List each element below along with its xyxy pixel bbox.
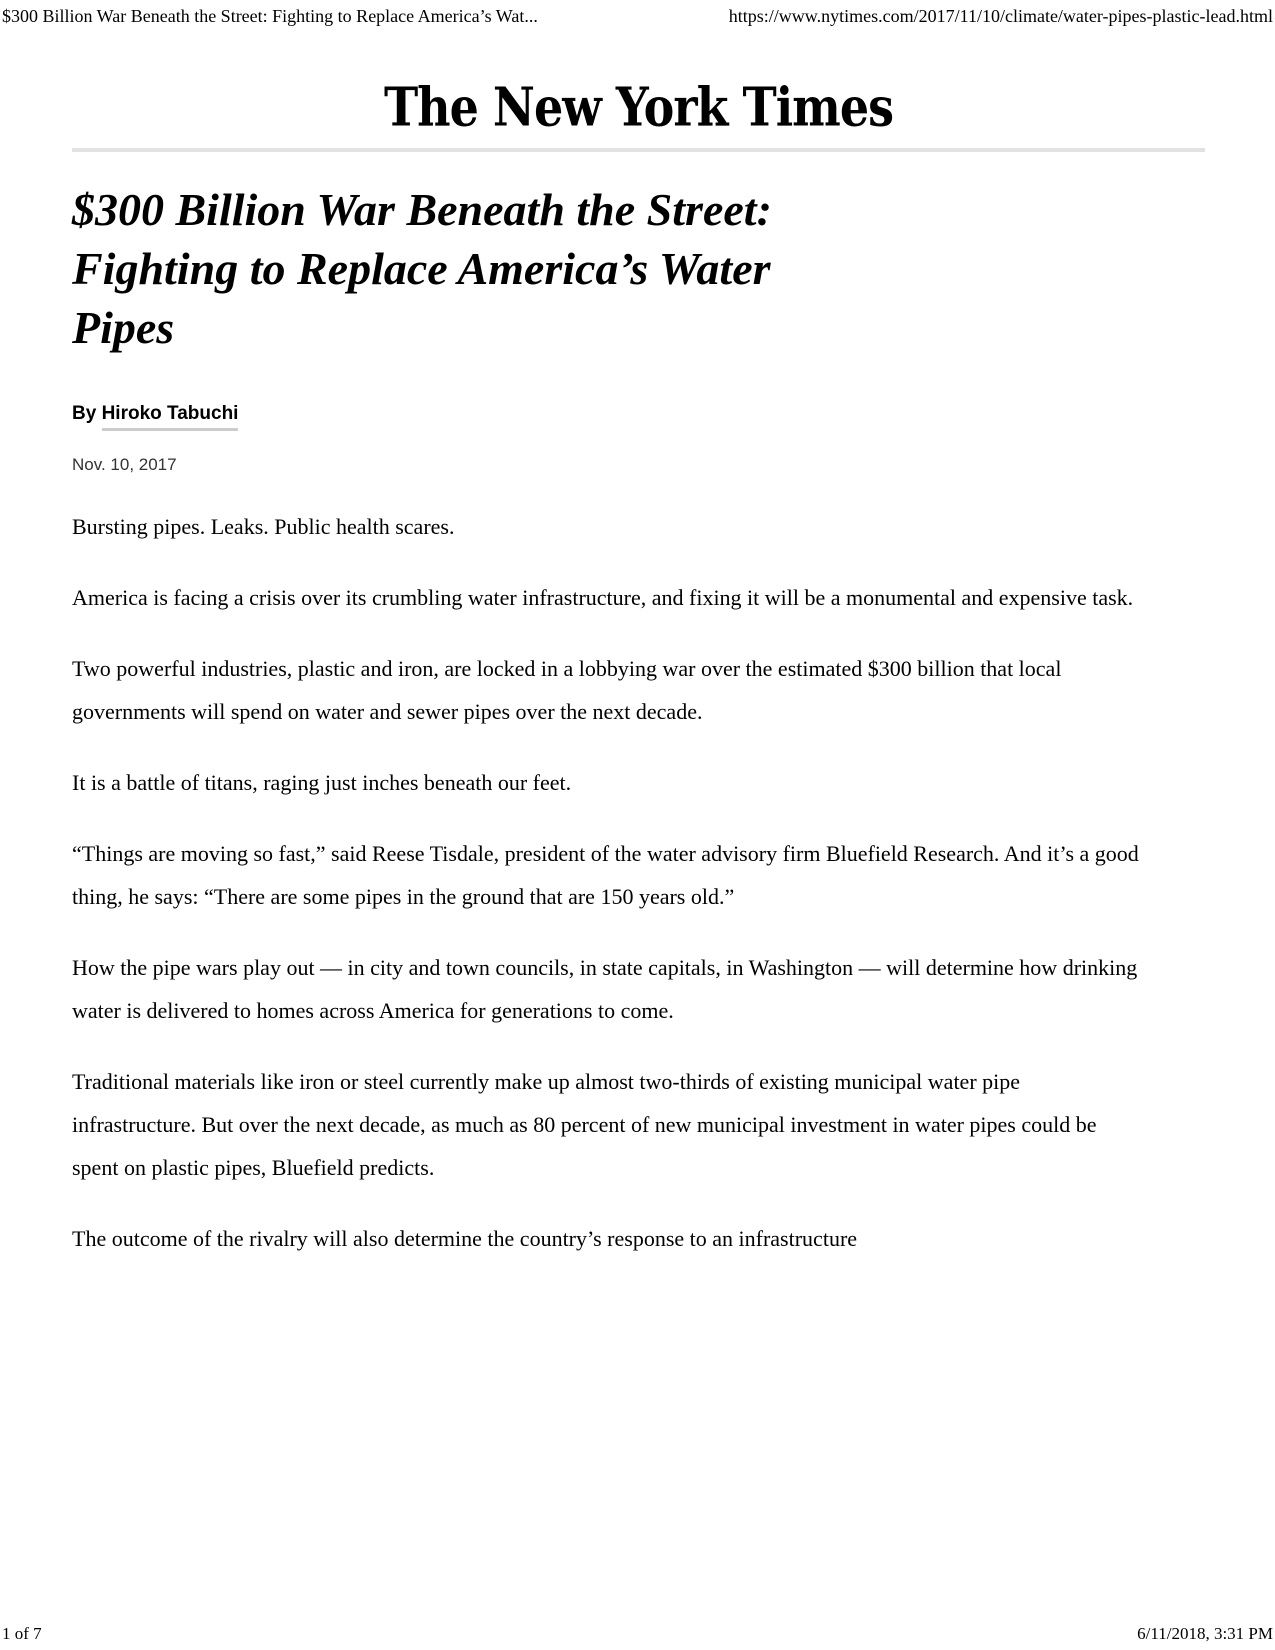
article-paragraph: The outcome of the rivalry will also determine the country’s response to an infrastructure: [72, 1226, 858, 1251]
nyt-logo: The New York Times: [383, 75, 894, 139]
article-paragraph: “Things are moving so fast,” said Reese Tisdale, president of the water advisory firm Bluefield Research. And it’s a good thing, he says: “There are some pipes in the ground that are 150 years old.”: [72, 841, 1139, 909]
article-paragraph: America is facing a crisis over its crumbling water infrastructure, and fixing it will be a monumental and expensive task.: [72, 585, 1134, 610]
byline: [72, 403, 1205, 425]
article-paragraph: Traditional materials like iron or steel currently make up almost two-thirds of existing municipal water pipe infrastructure. But over the next decade, as much as 80 percent of new municipal investment in water pipes could be spent on plastic pipes, Bluefield predicts.: [72, 1069, 1097, 1180]
print-header-url: https://www.nytimes.com/2017/11/10/climate/water-pipes-plastic-lead.html: [728, 6, 1273, 26]
byline-prefix: By: [72, 403, 102, 424]
print-header: [2, 6, 1273, 27]
article-paragraph: How the pipe wars play out — in city and town councils, in state capitals, in Washington — will determine how drinking water is delivered to homes across America for generations to come.: [72, 955, 1138, 1023]
article-paragraph: Two powerful industries, plastic and iron, are locked in a lobbying war over the estimated $300 billion that local governments will spend on water and sewer pipes over the next decade.: [72, 656, 1062, 724]
print-header-title: $300 Billion War Beneath the Street: Fighting to Replace America’s Wat...: [2, 6, 538, 26]
masthead-divider: [72, 148, 1205, 152]
article-headline: $300 Billion War Beneath the Street: Fighting to Replace America’s Water Pipes: [72, 184, 772, 353]
print-footer-page-number: 1 of 7: [2, 1624, 42, 1643]
article-date: Nov. 10, 2017: [72, 455, 177, 474]
article-body: [72, 505, 1140, 1260]
article-paragraph: It is a battle of titans, raging just inches beneath our feet.: [72, 770, 572, 795]
print-footer-timestamp: 6/11/2018, 3:31 PM: [1137, 1624, 1273, 1643]
masthead: [72, 75, 1205, 139]
print-footer: [2, 1624, 1273, 1644]
author-link[interactable]: Hiroko Tabuchi: [102, 403, 239, 431]
article-content: [0, 75, 1275, 1260]
article-paragraph: Bursting pipes. Leaks. Public health scares.: [72, 514, 455, 539]
